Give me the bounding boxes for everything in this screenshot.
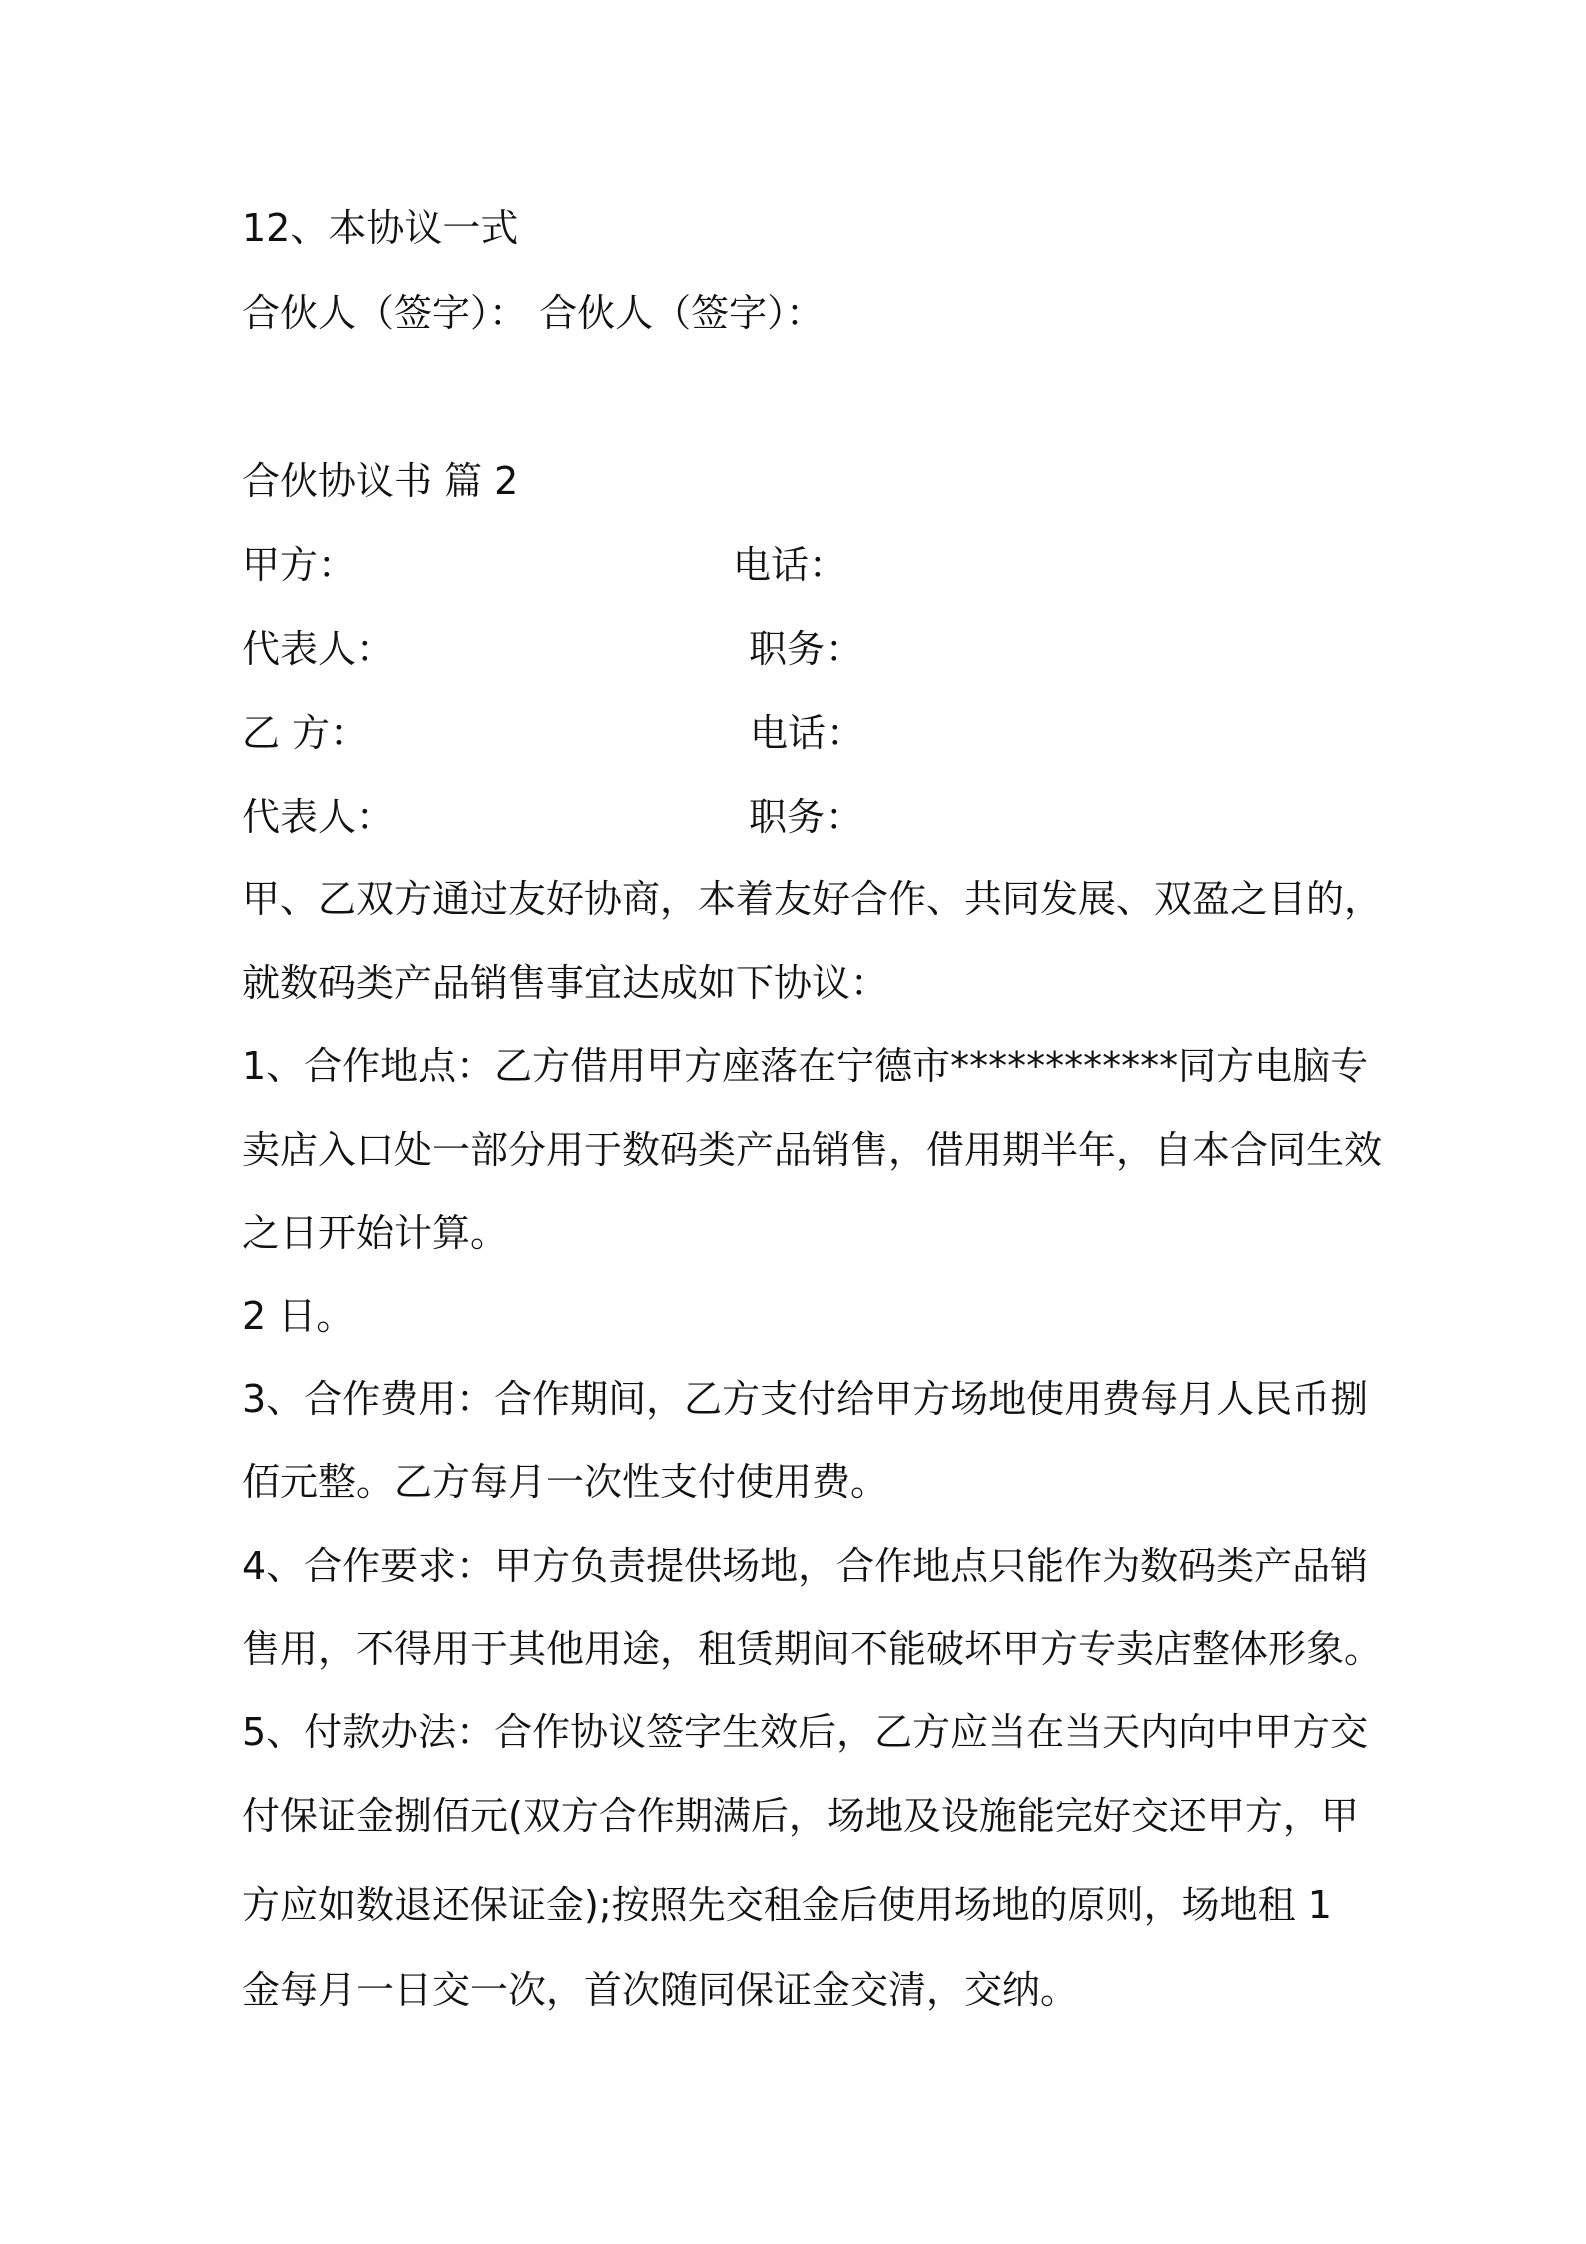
clause-3-line-2: 佰元整。乙方每月一次性支付使用费。 xyxy=(242,1460,889,1504)
party-b-phone-label: 电话： xyxy=(750,711,865,755)
clause-3-line-1: 3、合作费用：合作期间，乙方支付给甲方场地使用费每月人民币捌 xyxy=(242,1377,1369,1421)
clause-5-line-4: 金每月一日交一次，首次随同保证金交清，交纳。 xyxy=(242,1968,1079,2012)
intro-line-1: 甲、乙双方通过友好协商，本着友好合作、共同发展、双盈之目的， xyxy=(242,877,1383,921)
party-b-label: 乙 方： xyxy=(242,711,369,755)
party-a-label: 甲方： xyxy=(242,543,357,587)
rep-a-label: 代表人： xyxy=(242,627,395,671)
clause-1-line-1: 1、合作地点：乙方借用甲方座落在宁德市************同方电脑专 xyxy=(242,1044,1369,1088)
clause-12: 12、本协议一式 xyxy=(242,206,519,250)
rep-b-label: 代表人： xyxy=(242,795,395,839)
party-a-phone-label: 电话： xyxy=(733,543,848,587)
clause-1-line-3: 之日开始计算。 xyxy=(242,1211,509,1255)
clause-1-line-2: 卖店入口处一部分用于数码类产品销售，借用期半年，自本合同生效 xyxy=(242,1128,1383,1172)
signature-line: 合伙人（签字）： 合伙人（签字）： xyxy=(242,291,825,335)
clause-4-line-2: 售用，不得用于其他用途，租赁期间不能破坏甲方专卖店整体形象。 xyxy=(242,1627,1383,1671)
clause-5-line-2: 付保证金捌佰元(双方合作期满后，场地及设施能完好交还甲方，甲 xyxy=(242,1794,1359,1838)
clause-4-line-1: 4、合作要求：甲方负责提供场地，合作地点只能作为数码类产品销 xyxy=(242,1544,1369,1588)
rep-b-title-label: 职务： xyxy=(749,795,864,839)
intro-line-2: 就数码类产品销售事宜达成如下协议： xyxy=(242,961,889,1005)
document-title: 合伙协议书 篇 2 xyxy=(242,459,519,503)
clause-5-line-3: 方应如数退还保证金);按照先交租金后使用场地的原则，场地租 1 xyxy=(242,1883,1332,1927)
rep-a-title-label: 职务： xyxy=(749,627,864,671)
clause-5-line-1: 5、付款办法：合作协议签字生效后，乙方应当在当天内向中甲方交 xyxy=(242,1710,1369,1754)
clause-2: 2 日。 xyxy=(242,1294,355,1338)
